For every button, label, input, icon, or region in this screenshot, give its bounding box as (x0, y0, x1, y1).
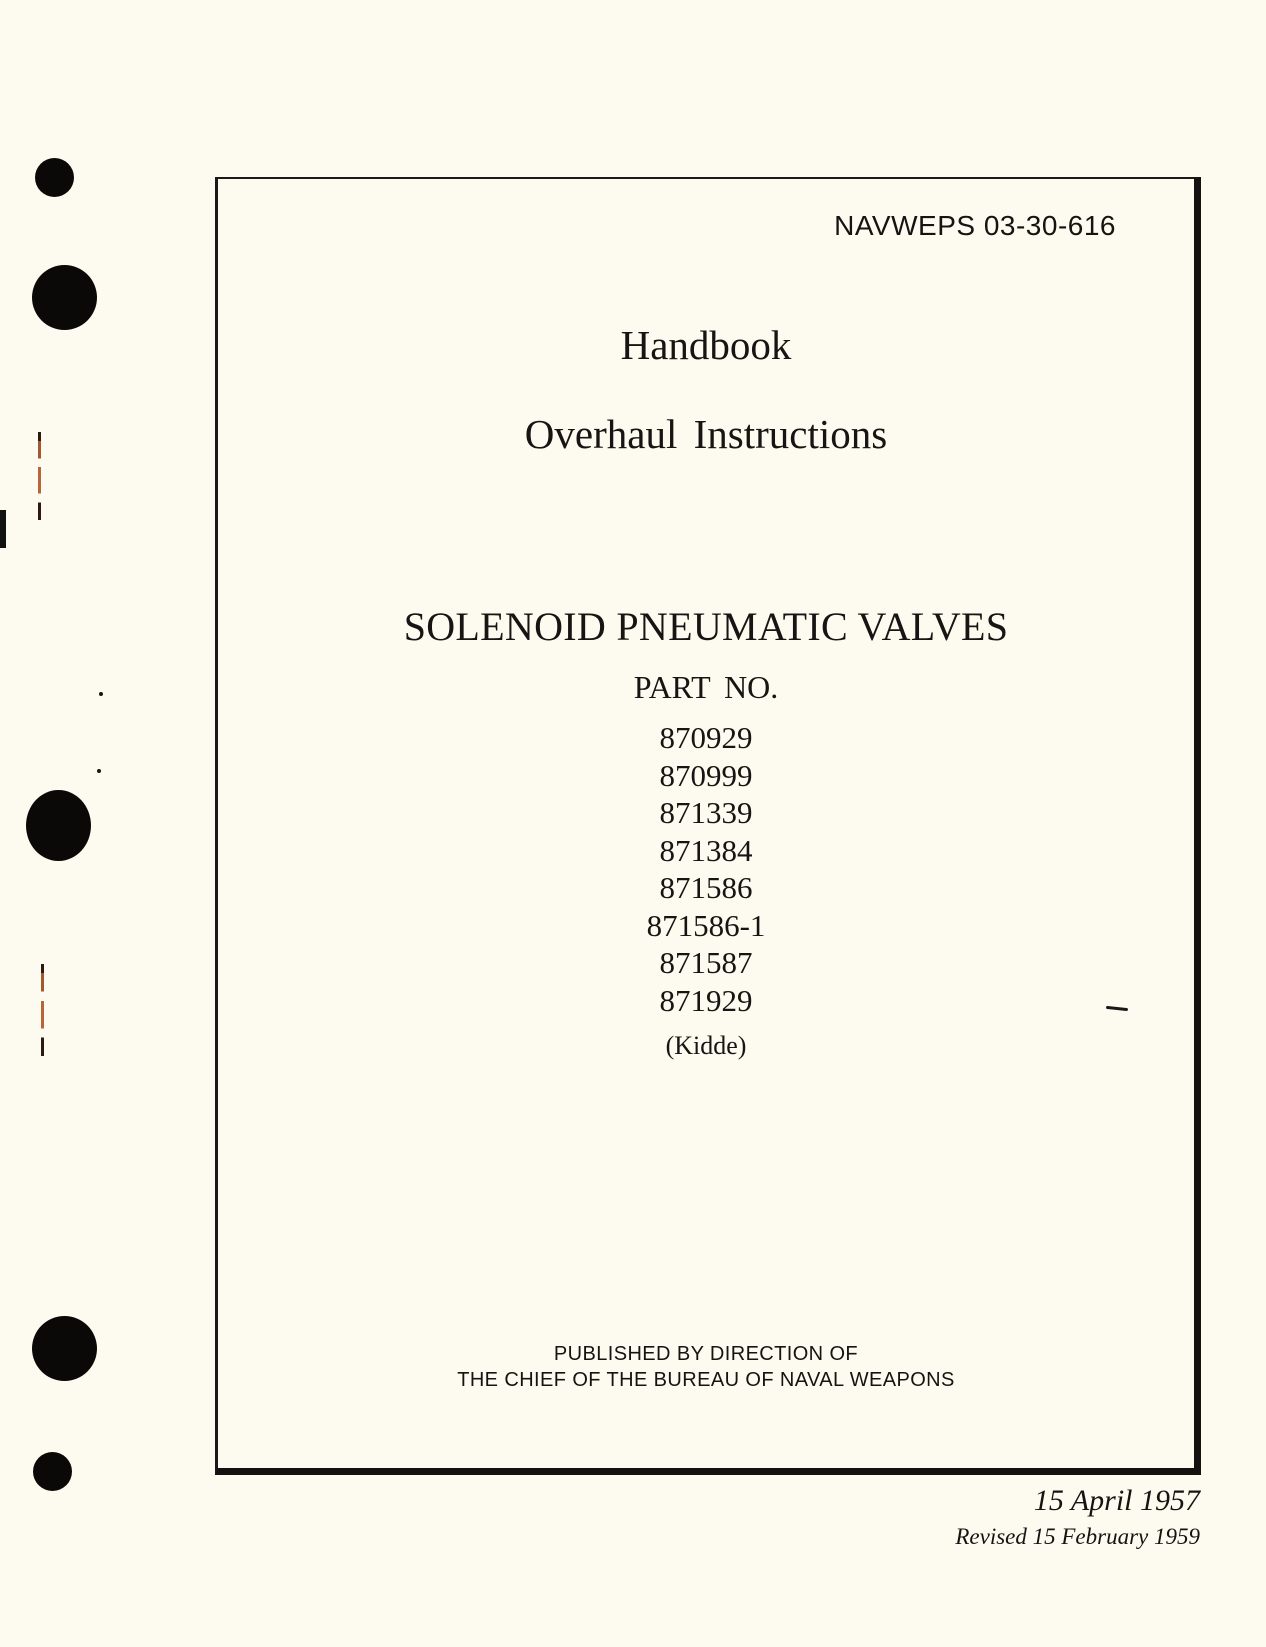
binder-hole-icon (33, 1452, 72, 1491)
binder-hole-icon (35, 158, 74, 197)
part-number: 871339 (659, 795, 753, 830)
publisher-line-1: PUBLISHED BY DIRECTION OF (553, 1343, 859, 1365)
document-subtitle: Overhaul Instructions (524, 411, 888, 457)
document-title: SOLENOID PNEUMATIC VALVES (403, 604, 1009, 649)
revision-date: Revised 15 February 1959 (955, 1524, 1200, 1549)
scan-artifact (97, 769, 101, 773)
manufacturer-name: (Kidde) (665, 1031, 747, 1060)
scan-artifact (38, 432, 41, 520)
binder-hole-icon (32, 265, 97, 330)
part-number: 871384 (659, 832, 753, 868)
part-number: 870999 (659, 757, 753, 793)
handbook-label: Handbook (620, 322, 792, 368)
date-block (955, 1482, 1200, 1554)
part-number: 871586-1 (646, 907, 766, 943)
binder-hole-icon (32, 1316, 97, 1381)
scan-artifact (41, 964, 44, 1056)
part-number: 870929 (659, 720, 753, 755)
part-number-list (218, 719, 1194, 1019)
publication-date: 15 April 1957 (1033, 1484, 1200, 1517)
part-number: 871929 (659, 982, 753, 1018)
title-frame (215, 177, 1201, 1475)
publisher-statement (218, 1341, 1194, 1393)
publisher-line-2: THE CHIEF OF THE BUREAU OF NAVAL WEAPONS (457, 1369, 955, 1391)
binder-hole-icon (26, 790, 91, 861)
scan-artifact (99, 692, 103, 696)
part-number: 871587 (659, 945, 753, 980)
scan-artifact (0, 510, 6, 548)
part-number: 871586 (659, 870, 753, 905)
document-number: NAVWEPS 03-30-616 (834, 210, 1116, 241)
part-number-label: PART NO. (633, 669, 779, 705)
